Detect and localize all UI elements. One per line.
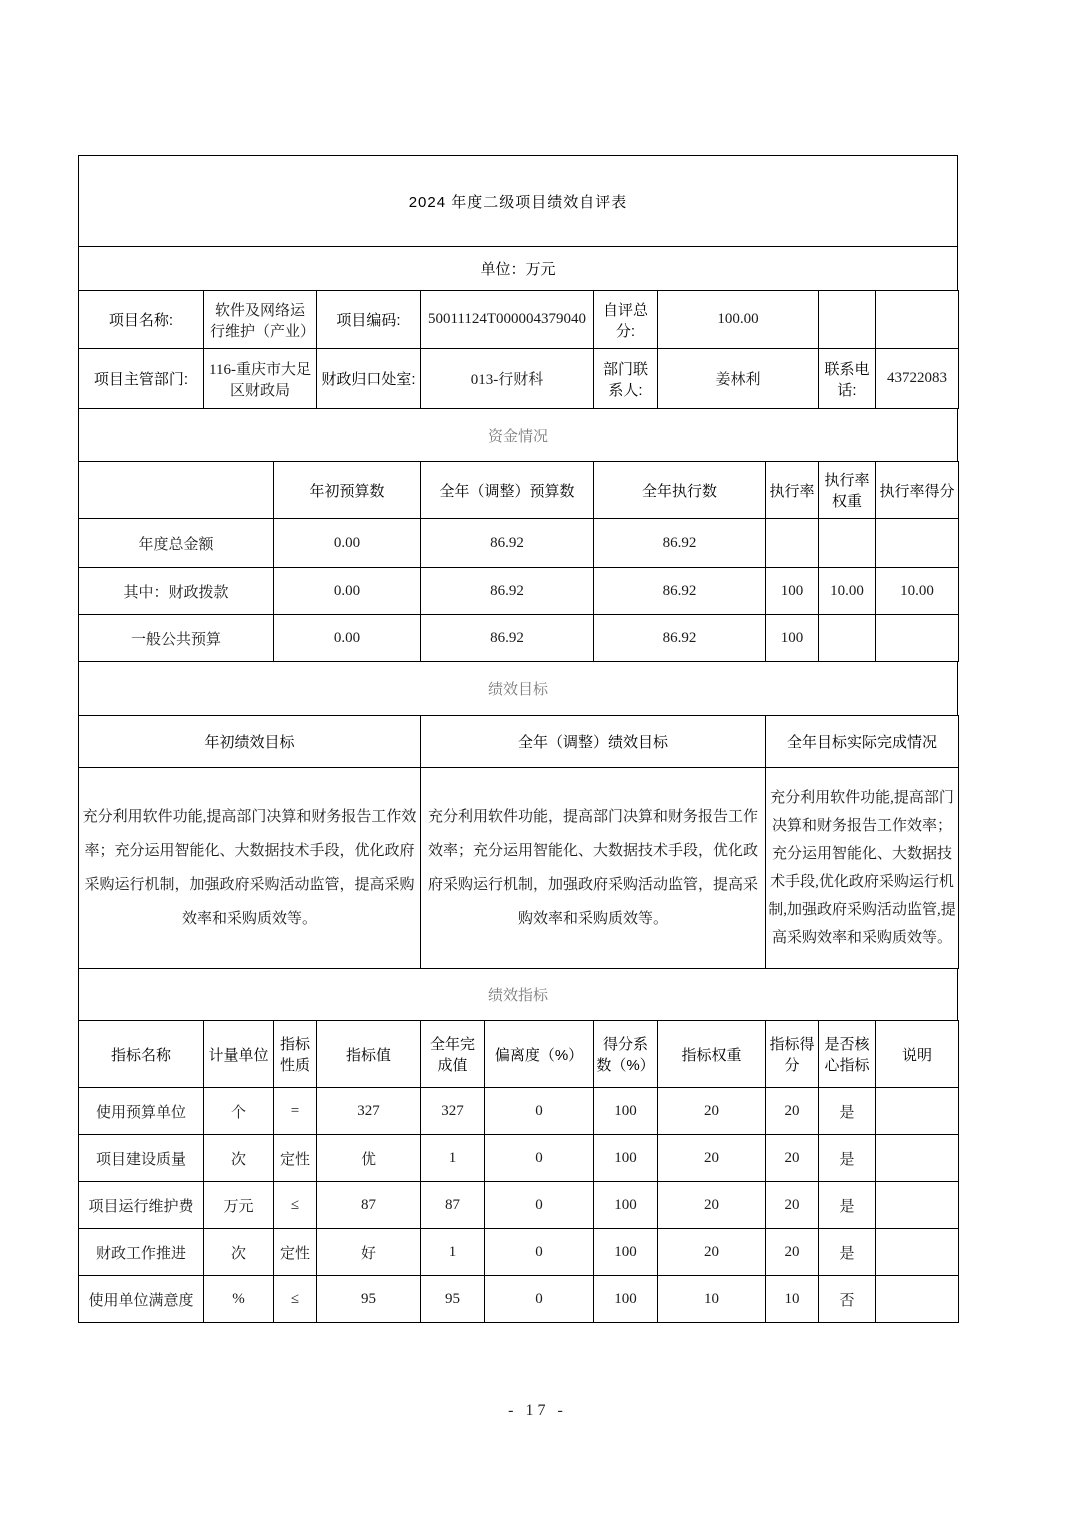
col-annual-actual: 全年完成值: [421, 1021, 485, 1088]
indicator-core: 是: [819, 1088, 876, 1135]
indicator-deviation: 0: [485, 1182, 594, 1229]
initial-budget-value: 0.00: [274, 519, 421, 568]
col-target-value: 指标值: [317, 1021, 421, 1088]
indicator-row: [79, 1135, 959, 1182]
self-score-label: 自评总分:: [594, 291, 658, 349]
rate-weight-value: [819, 519, 876, 568]
indicator-actual: 1: [421, 1135, 485, 1182]
indicator-nature: 定性: [274, 1229, 317, 1276]
execution-rate-value: 100: [766, 568, 819, 615]
adjusted-goal-text: 充分利用软件功能，提高部门决算和财务报告工作效率；充分运用智能化、大数据技术手段，优化政府采购运行机制，加强政府采购活动监管，提高采购效率和采购质效等。: [421, 768, 766, 969]
dept-value: 116-重庆市大足区财政局: [204, 349, 317, 409]
indicator-actual: 327: [421, 1088, 485, 1135]
initial-budget-value: 0.00: [274, 568, 421, 615]
actual-completion-text: 充分利用软件功能,提高部门决算和财务报告工作效率；充分运用智能化、大数据技术手段,优化政府采购运行机制,加强政府采购活动监管,提高采购效率和采购质效等。: [766, 768, 959, 969]
indicator-coefficient: 100: [594, 1182, 658, 1229]
indicator-score: 20: [766, 1088, 819, 1135]
indicator-coefficient: 100: [594, 1088, 658, 1135]
col-note: 说明: [876, 1021, 959, 1088]
finance-office-label: 财政归口处室:: [317, 349, 421, 409]
indicator-score: 20: [766, 1182, 819, 1229]
rate-score-value: 10.00: [876, 568, 959, 615]
initial-goal-text: 充分利用软件功能,提高部门决算和财务报告工作效率；充分运用智能化、大数据技术手段，优化政府采购运行机制，加强政府采购活动监管，提高采购效率和采购质效等。: [79, 768, 421, 969]
title-section: [78, 155, 958, 291]
indicator-deviation: 0: [485, 1088, 594, 1135]
funding-row-label: 一般公共预算: [79, 615, 274, 662]
rate-weight-value: 10.00: [819, 568, 876, 615]
indicator-note: [876, 1088, 959, 1135]
col-measure-unit: 计量单位: [204, 1021, 274, 1088]
indicator-nature: ≤: [274, 1276, 317, 1323]
col-rate-weight: 执行率权重: [819, 462, 876, 519]
indicator-row: [79, 1182, 959, 1229]
goals-header-row: [79, 716, 959, 768]
goals-band: [78, 661, 958, 716]
rate-score-value: [876, 519, 959, 568]
indicator-name: 财政工作推进: [79, 1229, 204, 1276]
indicator-core: 是: [819, 1229, 876, 1276]
funding-row-label: 年度总金额: [79, 519, 274, 568]
indicator-name: 项目运行维护费: [79, 1182, 204, 1229]
indicator-weight: 10: [658, 1276, 766, 1323]
project-info-row-2: [79, 349, 959, 409]
col-adjusted-budget: 全年（调整）预算数: [421, 462, 594, 519]
col-initial-goal: 年初绩效目标: [79, 716, 421, 768]
rate-score-value: [876, 615, 959, 662]
indicator-note: [876, 1182, 959, 1229]
execution-rate-value: 100: [766, 615, 819, 662]
col-initial-budget: 年初预算数: [274, 462, 421, 519]
indicator-coefficient: 100: [594, 1229, 658, 1276]
project-info-row-1: [79, 291, 959, 349]
funding-header-row: [79, 462, 959, 519]
indicator-row: [79, 1088, 959, 1135]
funding-row-fiscal: [79, 568, 959, 615]
executed-value: 86.92: [594, 568, 766, 615]
indicator-weight: 20: [658, 1088, 766, 1135]
project-info-section: [78, 290, 959, 409]
rate-weight-value: [819, 615, 876, 662]
phone-value: 43722083: [876, 349, 959, 409]
indicator-row: [79, 1276, 959, 1323]
col-executed: 全年执行数: [594, 462, 766, 519]
adjusted-budget-value: 86.92: [421, 615, 594, 662]
executed-value: 86.92: [594, 615, 766, 662]
indicator-score: 20: [766, 1229, 819, 1276]
contact-value: 姜林利: [658, 349, 819, 409]
indicator-name: 使用单位满意度: [79, 1276, 204, 1323]
indicators-band: [78, 968, 958, 1021]
indicator-unit: 次: [204, 1229, 274, 1276]
adjusted-budget-value: 86.92: [421, 519, 594, 568]
unit-note: 单位：万元: [79, 247, 958, 291]
col-indicator-nature: 指标性质: [274, 1021, 317, 1088]
adjusted-budget-value: 86.92: [421, 568, 594, 615]
indicator-unit: %: [204, 1276, 274, 1323]
indicator-nature: 定性: [274, 1135, 317, 1182]
indicator-coefficient: 100: [594, 1135, 658, 1182]
goals-section-title: 绩效目标: [79, 662, 958, 716]
col-is-core: 是否核心指标: [819, 1021, 876, 1088]
goals-body-row: [79, 768, 959, 969]
indicator-core: 是: [819, 1135, 876, 1182]
col-execution-rate: 执行率: [766, 462, 819, 519]
indicator-note: [876, 1229, 959, 1276]
indicator-weight: 20: [658, 1229, 766, 1276]
indicator-score: 20: [766, 1135, 819, 1182]
col-adjusted-goal: 全年（调整）绩效目标: [421, 716, 766, 768]
goals-table: [78, 715, 959, 969]
indicator-deviation: 0: [485, 1229, 594, 1276]
indicator-core: 是: [819, 1182, 876, 1229]
funding-row-total: [79, 519, 959, 568]
indicator-target: 95: [317, 1276, 421, 1323]
funding-band: [78, 408, 958, 462]
indicators-header-row: [79, 1021, 959, 1088]
empty-cell: [819, 291, 876, 349]
col-indicator-name: 指标名称: [79, 1021, 204, 1088]
indicator-core: 否: [819, 1276, 876, 1323]
indicator-weight: 20: [658, 1182, 766, 1229]
project-code-value: 50011124T000004379040: [421, 291, 594, 349]
empty-cell: [876, 291, 959, 349]
indicator-target: 327: [317, 1088, 421, 1135]
initial-budget-value: 0.00: [274, 615, 421, 662]
indicator-name: 项目建设质量: [79, 1135, 204, 1182]
indicator-row: [79, 1229, 959, 1276]
col-indicator-weight: 指标权重: [658, 1021, 766, 1088]
dept-label: 项目主管部门:: [79, 349, 204, 409]
funding-row-public-budget: [79, 615, 959, 662]
indicator-nature: ≤: [274, 1182, 317, 1229]
funding-row-label: 其中：财政拨款: [79, 568, 274, 615]
funding-section-title: 资金情况: [79, 409, 958, 462]
execution-rate-value: [766, 519, 819, 568]
indicator-nature: =: [274, 1088, 317, 1135]
contact-label: 部门联系人:: [594, 349, 658, 409]
indicator-deviation: 0: [485, 1276, 594, 1323]
indicator-target: 好: [317, 1229, 421, 1276]
page-number: - 17 -: [508, 1402, 567, 1419]
indicator-name: 使用预算单位: [79, 1088, 204, 1135]
page-title: 2024 年度二级项目绩效自评表: [79, 156, 958, 247]
project-name-value: 软件及网络运行维护（产业）: [204, 291, 317, 349]
indicator-weight: 20: [658, 1135, 766, 1182]
col-indicator-score: 指标得分: [766, 1021, 819, 1088]
indicator-unit: 万元: [204, 1182, 274, 1229]
funding-table: [78, 461, 959, 662]
indicator-deviation: 0: [485, 1135, 594, 1182]
empty-cell: [79, 462, 274, 519]
self-score-value: 100.00: [658, 291, 819, 349]
indicator-actual: 1: [421, 1229, 485, 1276]
indicator-actual: 87: [421, 1182, 485, 1229]
indicator-score: 10: [766, 1276, 819, 1323]
indicator-actual: 95: [421, 1276, 485, 1323]
indicator-unit: 个: [204, 1088, 274, 1135]
indicator-note: [876, 1276, 959, 1323]
indicator-coefficient: 100: [594, 1276, 658, 1323]
indicators-table: [78, 1020, 959, 1323]
phone-label: 联系电话:: [819, 349, 876, 409]
col-actual-completion: 全年目标实际完成情况: [766, 716, 959, 768]
col-score-coefficient: 得分系数（%）: [594, 1021, 658, 1088]
indicators-section-title: 绩效指标: [79, 969, 958, 1021]
col-rate-score: 执行率得分: [876, 462, 959, 519]
project-code-label: 项目编码:: [317, 291, 421, 349]
self-evaluation-table: [78, 155, 960, 1323]
indicator-note: [876, 1135, 959, 1182]
project-name-label: 项目名称:: [79, 291, 204, 349]
finance-office-value: 013-行财科: [421, 349, 594, 409]
indicator-target: 87: [317, 1182, 421, 1229]
executed-value: 86.92: [594, 519, 766, 568]
indicator-unit: 次: [204, 1135, 274, 1182]
col-deviation: 偏离度（%）: [485, 1021, 594, 1088]
indicator-target: 优: [317, 1135, 421, 1182]
